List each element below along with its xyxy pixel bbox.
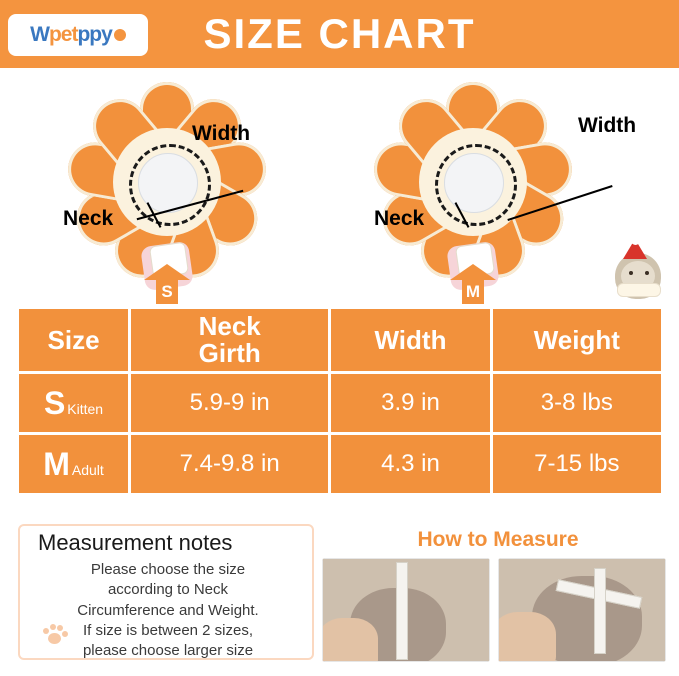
cell-size [19,435,128,493]
width-label-left: Width [192,122,251,145]
header-bar [0,0,679,68]
cell-neck-girth: 5.9-9 in [131,374,328,432]
cell-width: 4.3 in [331,435,489,493]
cone-illustration-small [62,82,272,282]
table-header-row [19,309,661,371]
logo-text-part1: W [30,23,49,46]
cell-weight: 7-15 lbs [493,435,661,493]
measurement-notes-box [18,524,314,660]
header-width: Width [331,309,489,371]
cat-recovery-collar [617,283,661,297]
arrow-up-icon [450,264,496,280]
notes-line-5: please choose larger size [82,642,254,659]
how-to-measure-title: How to Measure [417,528,579,551]
cell-neck-girth: 7.4-9.8 in [131,435,328,493]
photo-frame [498,558,666,662]
neck-label-left: Neck [63,207,114,230]
header-size: Size [19,309,128,371]
neck-measure-dashed-circle [129,144,211,226]
paw-toe [50,624,56,630]
paw-pad [48,633,61,644]
size-badge-m [450,264,496,304]
size-letter: M [43,446,70,482]
measurement-notes-title: Measurement notes [38,530,233,555]
product-illustrations [0,74,679,304]
cell-weight: 3-8 lbs [493,374,661,432]
santa-cat-photo [609,239,669,301]
size-badge-m-label: M [465,282,481,301]
size-sublabel: Adult [71,462,104,478]
measure-photo-front [322,558,490,662]
neck-measure-dashed-circle [435,144,517,226]
table-row [19,435,661,493]
paw-toe [62,631,68,637]
page-title: SIZE CHART [203,10,476,57]
brand-logo-text [30,23,126,47]
measurement-notes-text [30,560,306,661]
paw-icon [114,29,126,41]
size-badge-s [144,264,190,304]
cone-illustration-medium [368,82,578,282]
size-letter: S [43,385,66,421]
cell-width: 3.9 in [331,374,489,432]
notes-line-2: according to Neck [107,581,229,599]
photo-frame [322,558,490,662]
table-row [19,374,661,432]
header-weight: Weight [493,309,661,371]
notes-line-1: Please choose the size [90,561,246,578]
paw-toe [57,625,63,631]
cat-eye-right [645,271,649,275]
notes-line-3: Circumference and Weight. [77,601,259,619]
header-neck-girth-line2: Girth [198,338,261,368]
how-to-measure-photos [322,558,666,662]
cat-eye-left [629,271,633,275]
brand-logo [8,14,148,56]
notes-line-4: If size is between 2 sizes, [82,621,254,639]
measure-photo-side [498,558,666,662]
cell-size [19,374,128,432]
arrow-up-icon [144,264,190,280]
logo-text-part3: ppy [77,23,112,46]
size-sublabel: Kitten [67,401,104,417]
width-label-right: Width [578,114,637,137]
header-neck-girth [131,309,328,371]
santa-hat-pompom [631,236,640,245]
paw-toe [43,628,49,634]
neck-label-right: Neck [374,207,425,230]
header-neck-girth-line1: Neck [198,310,261,341]
size-badge-s-label: S [161,282,173,301]
logo-text-part2: pet [48,23,78,46]
paw-print-icon [42,624,68,646]
size-table [16,306,664,496]
